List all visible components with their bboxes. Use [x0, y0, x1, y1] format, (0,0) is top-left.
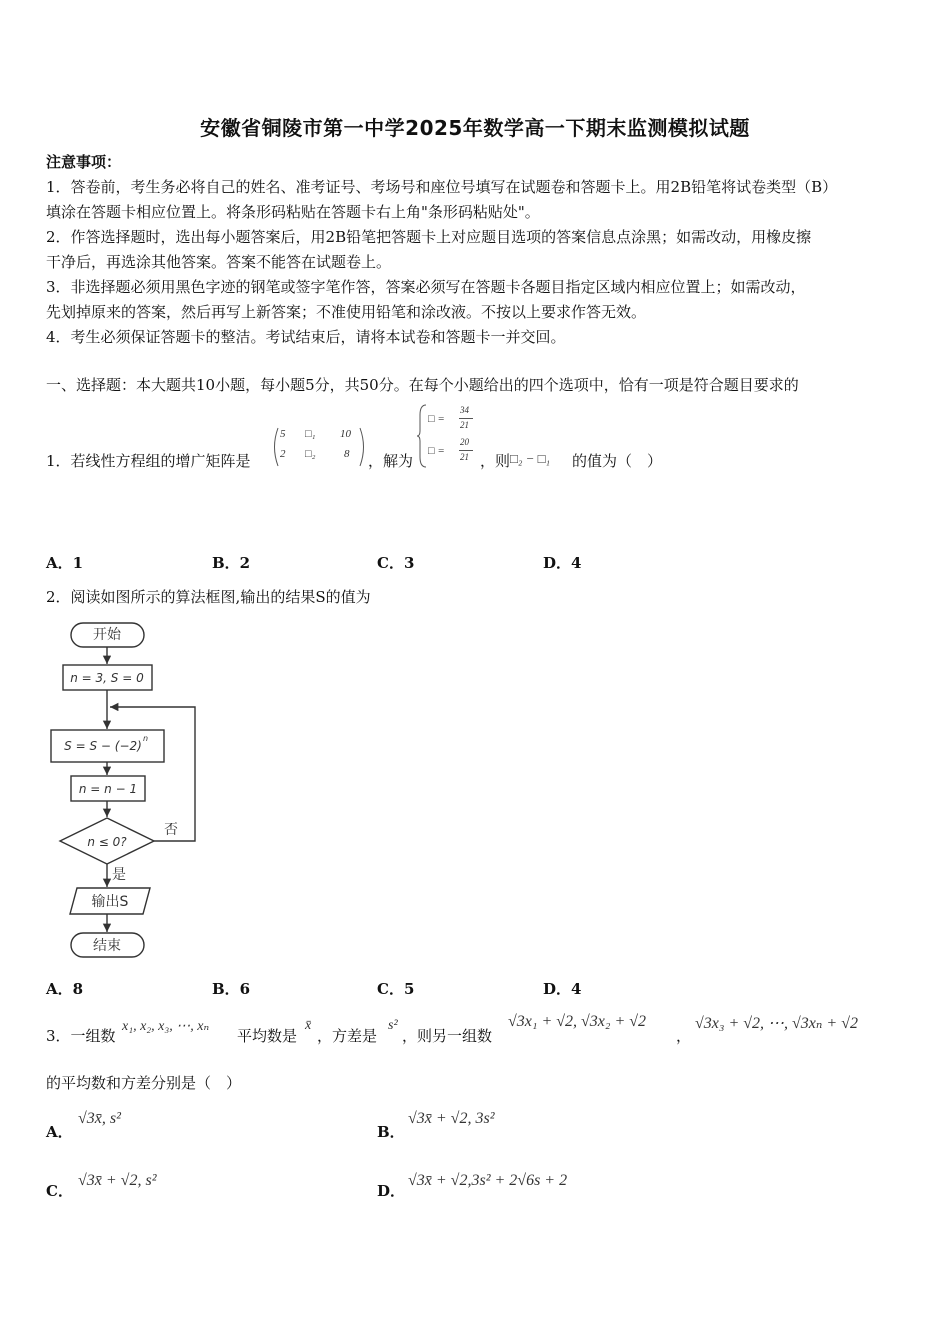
- notice-line: 3．非选择题必须用黑色字迹的钢笔或签字笔作答，答案必须写在答题卡各题目指定区域内相应位置上；如需改动，: [46, 278, 806, 296]
- notice-line: 1．答卷前，考生务必将自己的姓名、准考证号、考场号和座位号填写在试题卷和答题卡上。用2B铅笔将试卷类型（B）: [46, 178, 838, 196]
- q3-mean: x̄: [305, 1018, 312, 1033]
- q3-option-c-label[interactable]: C．: [46, 1182, 73, 1200]
- notice-line: 先划掉原来的答案，然后再写上新答案；不准使用铅笔和涂改液。不按以上要求作答无效。: [46, 303, 647, 321]
- q3-option-c-value[interactable]: √3x̄ + √2, s²: [78, 1172, 157, 1189]
- flow-end-label: 结束: [93, 938, 121, 954]
- flow-no-label: 否: [164, 822, 178, 838]
- notice-line: 2．作答选择题时，选出每小题答案后，用2B铅笔把答题卡上对应题目选项的答案信息点涂黑；如需改动，用橡皮擦: [46, 228, 812, 246]
- matrix-cell: □₁: [305, 428, 316, 440]
- q2-option-a[interactable]: A．8: [46, 980, 84, 998]
- q3-prefix: 3．一组数: [46, 1027, 116, 1045]
- notice-heading: 注意事项：: [46, 153, 122, 171]
- flow-step1-exponent: n: [143, 734, 149, 743]
- notice-line: 干净后，再选涂其他答案。答案不能答在试题卷上。: [46, 253, 392, 271]
- q3-other-label: ，则另一组数: [402, 1027, 493, 1045]
- solution-num: 20: [460, 437, 469, 447]
- page-title: 安徽省铜陵市第一中学2025年数学高一下期末监测模拟试题: [200, 116, 750, 140]
- flow-init-label: n = 3, S = 0: [70, 671, 144, 685]
- matrix-cell: 2: [280, 448, 286, 460]
- solution-var: □ =: [428, 445, 445, 457]
- solution-var: □ =: [428, 413, 445, 425]
- q1-suffix: 的值为（ ）: [572, 452, 663, 470]
- q3-option-a-label[interactable]: A．: [46, 1123, 73, 1141]
- q1-mid: ，解为: [368, 452, 414, 470]
- matrix-cell: 8: [344, 448, 350, 460]
- q3-sequence-a: √3x₁ + √2, √3x₂ + √2: [508, 1013, 647, 1030]
- q1-option-c[interactable]: C．3: [377, 554, 415, 572]
- q2-option-c[interactable]: C．5: [377, 980, 415, 998]
- q3-mean-label: 平均数是: [237, 1027, 298, 1045]
- q2-option-d[interactable]: D．4: [543, 980, 582, 998]
- q3-line2: 的平均数和方差分别是（ ）: [46, 1074, 242, 1092]
- solution-den: 21: [460, 420, 469, 430]
- brace-icon: [416, 403, 428, 469]
- q3-option-b-label[interactable]: B．: [377, 1123, 405, 1141]
- flow-step1-label: S = S − (−2): [64, 739, 142, 753]
- q3-option-d-value[interactable]: √3x̄ + √2,3s² + 2√6s + 2: [408, 1172, 568, 1189]
- notice-line: 填涂在答题卡相应位置上。将条形码粘贴在答题卡右上角"条形码粘贴处"。: [46, 203, 540, 221]
- notice-line: 4．考生必须保证答题卡的整洁。考试结束后，请将本试卷和答题卡一并交回。: [46, 328, 566, 346]
- q2-option-b[interactable]: B．6: [212, 980, 251, 998]
- q1-option-b[interactable]: B．2: [212, 554, 251, 572]
- flow-start-label: 开始: [93, 627, 121, 643]
- augmented-matrix: [270, 426, 368, 468]
- section-heading: 一、选择题：本大题共10小题，每小题5分，共50分。在每个小题给出的四个选项中，恰有一项是符合题目要求的: [46, 376, 799, 394]
- q1-prefix: 1．若线性方程组的增广矩阵是: [46, 452, 251, 470]
- flow-condition-label: n ≤ 0?: [87, 835, 127, 849]
- algorithm-flowchart: [40, 615, 210, 965]
- q3-option-a-value[interactable]: √3x̄, s²: [78, 1110, 121, 1127]
- matrix-cell: 5: [280, 428, 286, 440]
- flow-yes-label: 是: [112, 867, 126, 883]
- solution-den: 21: [460, 452, 469, 462]
- solution-system: [416, 403, 480, 469]
- flow-step2-label: n = n − 1: [78, 782, 138, 796]
- solution-num: 34: [460, 405, 469, 415]
- q3-data: x₁, x₂, x₃, ⋯, xₙ: [122, 1019, 210, 1034]
- q1-then: ，则: [480, 452, 511, 470]
- q2-text: 2．阅读如图所示的算法框图,输出的结果S的值为: [46, 588, 371, 606]
- flow-output-label: 输出S: [91, 894, 129, 910]
- q1-option-a[interactable]: A．1: [46, 554, 84, 572]
- q3-option-b-value[interactable]: √3x̄ + √2, 3s²: [408, 1110, 495, 1127]
- matrix-cell: 10: [340, 428, 351, 440]
- q3-var-label: ，方差是: [317, 1027, 378, 1045]
- q1-expression: □₂ − □₁: [510, 451, 551, 466]
- q3-sequence-b: √3x₃ + √2, ⋯, √3xₙ + √2: [695, 1015, 858, 1032]
- q3-option-d-label[interactable]: D．: [377, 1182, 406, 1200]
- matrix-cell: □₂: [305, 448, 316, 460]
- q3-separator: ，: [676, 1027, 692, 1045]
- q1-option-d[interactable]: D．4: [543, 554, 582, 572]
- q3-var: s²: [388, 1018, 398, 1033]
